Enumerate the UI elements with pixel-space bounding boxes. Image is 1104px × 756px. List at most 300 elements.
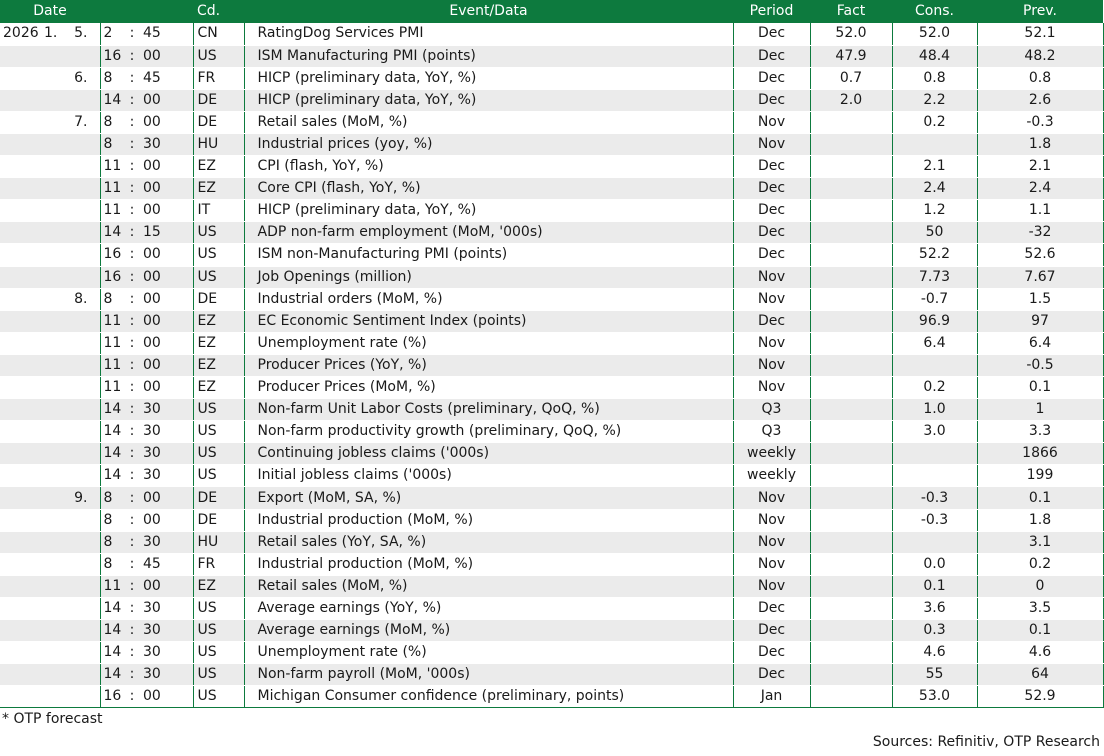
table-row bbox=[0, 421, 1103, 443]
row-hour: 8 bbox=[100, 288, 127, 310]
row-day bbox=[64, 178, 100, 200]
row-month bbox=[42, 244, 64, 266]
row-hour: 14 bbox=[100, 664, 127, 686]
header-event: Event/Data bbox=[244, 0, 733, 23]
row-consensus: 1.0 bbox=[892, 399, 977, 421]
row-country-code: DE bbox=[193, 487, 244, 509]
row-year bbox=[0, 222, 42, 244]
row-event: Retail sales (MoM, %) bbox=[244, 575, 733, 597]
row-month bbox=[42, 686, 64, 708]
row-previous: 0.1 bbox=[977, 377, 1103, 399]
row-consensus: 2.2 bbox=[892, 89, 977, 111]
row-fact bbox=[810, 421, 892, 443]
row-time-separator: : bbox=[127, 178, 137, 200]
row-month bbox=[42, 620, 64, 642]
row-event: Industrial prices (yoy, %) bbox=[244, 133, 733, 155]
row-period: Nov bbox=[733, 332, 810, 354]
row-period: Nov bbox=[733, 266, 810, 288]
row-day bbox=[64, 310, 100, 332]
table-header-row bbox=[0, 0, 1103, 23]
table-row bbox=[0, 156, 1103, 178]
row-month bbox=[42, 156, 64, 178]
row-consensus: 7.73 bbox=[892, 266, 977, 288]
row-minute: 15 bbox=[137, 222, 193, 244]
row-consensus bbox=[892, 354, 977, 376]
row-country-code: DE bbox=[193, 509, 244, 531]
row-country-code: DE bbox=[193, 89, 244, 111]
row-period: Q3 bbox=[733, 421, 810, 443]
row-period: Nov bbox=[733, 377, 810, 399]
row-event: Export (MoM, SA, %) bbox=[244, 487, 733, 509]
row-consensus: 2.4 bbox=[892, 178, 977, 200]
row-month bbox=[42, 531, 64, 553]
row-time-separator: : bbox=[127, 399, 137, 421]
row-consensus: 53.0 bbox=[892, 686, 977, 708]
row-consensus: 3.0 bbox=[892, 421, 977, 443]
row-consensus: -0.3 bbox=[892, 509, 977, 531]
row-month bbox=[42, 288, 64, 310]
table-row bbox=[0, 244, 1103, 266]
table-row bbox=[0, 288, 1103, 310]
row-fact bbox=[810, 686, 892, 708]
row-month bbox=[42, 266, 64, 288]
row-year bbox=[0, 67, 42, 89]
row-country-code: DE bbox=[193, 288, 244, 310]
row-day bbox=[64, 686, 100, 708]
row-day bbox=[64, 575, 100, 597]
row-event: Industrial orders (MoM, %) bbox=[244, 288, 733, 310]
row-month bbox=[42, 509, 64, 531]
row-country-code: US bbox=[193, 399, 244, 421]
row-year bbox=[0, 354, 42, 376]
header-period: Period bbox=[733, 0, 810, 23]
row-day bbox=[64, 443, 100, 465]
row-fact bbox=[810, 642, 892, 664]
row-period: Dec bbox=[733, 156, 810, 178]
row-time-separator: : bbox=[127, 89, 137, 111]
row-year bbox=[0, 244, 42, 266]
row-time-separator: : bbox=[127, 111, 137, 133]
row-hour: 14 bbox=[100, 443, 127, 465]
row-previous: 0.8 bbox=[977, 67, 1103, 89]
sources-note: Sources: Refinitiv, OTP Research bbox=[872, 734, 1100, 750]
row-time-separator: : bbox=[127, 487, 137, 509]
row-year bbox=[0, 509, 42, 531]
row-minute: 00 bbox=[137, 89, 193, 111]
row-period: Dec bbox=[733, 597, 810, 619]
row-fact bbox=[810, 332, 892, 354]
row-period: Dec bbox=[733, 642, 810, 664]
row-year bbox=[0, 531, 42, 553]
row-previous: 2.4 bbox=[977, 178, 1103, 200]
row-hour: 8 bbox=[100, 487, 127, 509]
row-consensus: 0.1 bbox=[892, 575, 977, 597]
row-hour: 8 bbox=[100, 67, 127, 89]
row-year bbox=[0, 487, 42, 509]
row-year bbox=[0, 310, 42, 332]
row-previous: 97 bbox=[977, 310, 1103, 332]
row-previous: 52.9 bbox=[977, 686, 1103, 708]
row-event: Average earnings (MoM, %) bbox=[244, 620, 733, 642]
row-fact bbox=[810, 244, 892, 266]
table-row bbox=[0, 531, 1103, 553]
row-previous: 1.8 bbox=[977, 133, 1103, 155]
row-country-code: EZ bbox=[193, 310, 244, 332]
row-minute: 30 bbox=[137, 421, 193, 443]
row-hour: 11 bbox=[100, 332, 127, 354]
row-hour: 8 bbox=[100, 553, 127, 575]
row-period: Dec bbox=[733, 664, 810, 686]
table-row bbox=[0, 310, 1103, 332]
row-consensus bbox=[892, 531, 977, 553]
row-time-separator: : bbox=[127, 465, 137, 487]
row-fact bbox=[810, 310, 892, 332]
row-hour: 8 bbox=[100, 509, 127, 531]
row-fact bbox=[810, 178, 892, 200]
row-minute: 00 bbox=[137, 111, 193, 133]
row-fact bbox=[810, 266, 892, 288]
row-fact bbox=[810, 487, 892, 509]
row-event: Continuing jobless claims ('000s) bbox=[244, 443, 733, 465]
row-consensus: 0.3 bbox=[892, 620, 977, 642]
row-event: Non-farm payroll (MoM, '000s) bbox=[244, 664, 733, 686]
row-year bbox=[0, 156, 42, 178]
row-time-separator: : bbox=[127, 266, 137, 288]
row-event: Non-farm productivity growth (preliminary, QoQ, %) bbox=[244, 421, 733, 443]
row-day bbox=[64, 45, 100, 67]
row-time-separator: : bbox=[127, 133, 137, 155]
row-month bbox=[42, 354, 64, 376]
row-previous: 6.4 bbox=[977, 332, 1103, 354]
row-time-separator: : bbox=[127, 421, 137, 443]
row-event: Core CPI (flash, YoY, %) bbox=[244, 178, 733, 200]
row-event: Michigan Consumer confidence (preliminary, points) bbox=[244, 686, 733, 708]
row-event: Retail sales (YoY, SA, %) bbox=[244, 531, 733, 553]
row-month bbox=[42, 553, 64, 575]
row-previous: 1.1 bbox=[977, 200, 1103, 222]
row-event: Industrial production (MoM, %) bbox=[244, 553, 733, 575]
row-hour: 16 bbox=[100, 244, 127, 266]
row-fact bbox=[810, 156, 892, 178]
header-prev: Prev. bbox=[977, 0, 1103, 23]
row-day bbox=[64, 156, 100, 178]
row-previous: 3.5 bbox=[977, 597, 1103, 619]
row-consensus: 52.2 bbox=[892, 244, 977, 266]
row-time-separator: : bbox=[127, 67, 137, 89]
row-fact bbox=[810, 200, 892, 222]
row-day: 6. bbox=[64, 67, 100, 89]
row-country-code: US bbox=[193, 443, 244, 465]
row-minute: 00 bbox=[137, 178, 193, 200]
row-consensus bbox=[892, 465, 977, 487]
row-previous: 1866 bbox=[977, 443, 1103, 465]
row-consensus: 0.2 bbox=[892, 377, 977, 399]
row-period: Nov bbox=[733, 575, 810, 597]
row-fact: 0.7 bbox=[810, 67, 892, 89]
row-event: Job Openings (million) bbox=[244, 266, 733, 288]
row-hour: 11 bbox=[100, 354, 127, 376]
row-year bbox=[0, 597, 42, 619]
row-time-separator: : bbox=[127, 553, 137, 575]
table-row bbox=[0, 620, 1103, 642]
row-consensus bbox=[892, 133, 977, 155]
row-consensus bbox=[892, 443, 977, 465]
row-day bbox=[64, 399, 100, 421]
row-minute: 45 bbox=[137, 23, 193, 45]
row-day bbox=[64, 531, 100, 553]
row-month bbox=[42, 89, 64, 111]
row-country-code: US bbox=[193, 620, 244, 642]
row-year bbox=[0, 111, 42, 133]
row-previous: 52.6 bbox=[977, 244, 1103, 266]
row-minute: 00 bbox=[137, 575, 193, 597]
table-row bbox=[0, 222, 1103, 244]
row-fact bbox=[810, 597, 892, 619]
row-country-code: US bbox=[193, 465, 244, 487]
row-event: CPI (flash, YoY, %) bbox=[244, 156, 733, 178]
row-minute: 00 bbox=[137, 686, 193, 708]
table-row bbox=[0, 399, 1103, 421]
row-previous: 1 bbox=[977, 399, 1103, 421]
row-time-separator: : bbox=[127, 310, 137, 332]
header-code: Cd. bbox=[193, 0, 244, 23]
row-event: Industrial production (MoM, %) bbox=[244, 509, 733, 531]
row-time-separator: : bbox=[127, 45, 137, 67]
row-year bbox=[0, 266, 42, 288]
row-period: Dec bbox=[733, 310, 810, 332]
row-consensus: 1.2 bbox=[892, 200, 977, 222]
row-fact bbox=[810, 509, 892, 531]
row-day: 5. bbox=[64, 23, 100, 45]
row-time-separator: : bbox=[127, 443, 137, 465]
row-consensus: 4.6 bbox=[892, 642, 977, 664]
row-month bbox=[42, 133, 64, 155]
row-time-separator: : bbox=[127, 509, 137, 531]
row-country-code: US bbox=[193, 244, 244, 266]
row-month bbox=[42, 421, 64, 443]
row-year bbox=[0, 45, 42, 67]
row-hour: 8 bbox=[100, 133, 127, 155]
row-hour: 16 bbox=[100, 686, 127, 708]
row-hour: 14 bbox=[100, 399, 127, 421]
row-period: Nov bbox=[733, 111, 810, 133]
row-fact bbox=[810, 553, 892, 575]
row-fact bbox=[810, 620, 892, 642]
row-period: Jan bbox=[733, 686, 810, 708]
row-year bbox=[0, 332, 42, 354]
row-day bbox=[64, 222, 100, 244]
row-fact bbox=[810, 377, 892, 399]
row-event: Retail sales (MoM, %) bbox=[244, 111, 733, 133]
row-minute: 45 bbox=[137, 67, 193, 89]
row-day: 9. bbox=[64, 487, 100, 509]
row-previous: 0.2 bbox=[977, 553, 1103, 575]
row-time-separator: : bbox=[127, 23, 137, 45]
table-row bbox=[0, 266, 1103, 288]
table-row bbox=[0, 354, 1103, 376]
row-hour: 14 bbox=[100, 597, 127, 619]
row-time-separator: : bbox=[127, 664, 137, 686]
table-row bbox=[0, 553, 1103, 575]
row-month bbox=[42, 642, 64, 664]
row-country-code: EZ bbox=[193, 156, 244, 178]
row-month bbox=[42, 310, 64, 332]
row-country-code: US bbox=[193, 664, 244, 686]
row-previous: 7.67 bbox=[977, 266, 1103, 288]
row-month bbox=[42, 332, 64, 354]
row-minute: 00 bbox=[137, 509, 193, 531]
row-fact: 2.0 bbox=[810, 89, 892, 111]
row-consensus: 48.4 bbox=[892, 45, 977, 67]
row-time-separator: : bbox=[127, 642, 137, 664]
row-day bbox=[64, 421, 100, 443]
row-month: 1. bbox=[42, 23, 64, 45]
row-country-code: EZ bbox=[193, 332, 244, 354]
row-fact bbox=[810, 575, 892, 597]
row-time-separator: : bbox=[127, 620, 137, 642]
row-previous: 64 bbox=[977, 664, 1103, 686]
row-hour: 14 bbox=[100, 421, 127, 443]
row-day bbox=[64, 642, 100, 664]
row-consensus: -0.3 bbox=[892, 487, 977, 509]
row-day bbox=[64, 200, 100, 222]
row-year bbox=[0, 465, 42, 487]
row-country-code: US bbox=[193, 45, 244, 67]
row-year: 2026 bbox=[0, 23, 42, 45]
row-minute: 30 bbox=[137, 620, 193, 642]
row-event: Producer Prices (YoY, %) bbox=[244, 354, 733, 376]
row-hour: 14 bbox=[100, 620, 127, 642]
table-row bbox=[0, 443, 1103, 465]
row-time-separator: : bbox=[127, 222, 137, 244]
row-previous: -0.5 bbox=[977, 354, 1103, 376]
row-minute: 30 bbox=[137, 642, 193, 664]
table-row bbox=[0, 575, 1103, 597]
row-previous: -32 bbox=[977, 222, 1103, 244]
row-day bbox=[64, 89, 100, 111]
row-fact bbox=[810, 222, 892, 244]
row-event: Producer Prices (MoM, %) bbox=[244, 377, 733, 399]
row-country-code: HU bbox=[193, 531, 244, 553]
row-period: Nov bbox=[733, 288, 810, 310]
row-event: HICP (preliminary data, YoY, %) bbox=[244, 89, 733, 111]
row-month bbox=[42, 200, 64, 222]
row-period: Nov bbox=[733, 487, 810, 509]
table-row bbox=[0, 23, 1103, 45]
row-event: HICP (preliminary data, YoY, %) bbox=[244, 200, 733, 222]
row-period: Dec bbox=[733, 178, 810, 200]
row-hour: 8 bbox=[100, 111, 127, 133]
table-row bbox=[0, 597, 1103, 619]
row-month bbox=[42, 575, 64, 597]
row-event: Average earnings (YoY, %) bbox=[244, 597, 733, 619]
row-fact bbox=[810, 111, 892, 133]
header-time-spacer bbox=[100, 0, 193, 23]
row-time-separator: : bbox=[127, 597, 137, 619]
row-minute: 00 bbox=[137, 288, 193, 310]
row-country-code: US bbox=[193, 266, 244, 288]
row-minute: 00 bbox=[137, 487, 193, 509]
row-fact bbox=[810, 443, 892, 465]
row-hour: 11 bbox=[100, 575, 127, 597]
row-day: 7. bbox=[64, 111, 100, 133]
header-fact: Fact bbox=[810, 0, 892, 23]
row-previous: 52.1 bbox=[977, 23, 1103, 45]
row-year bbox=[0, 575, 42, 597]
row-year bbox=[0, 664, 42, 686]
row-time-separator: : bbox=[127, 156, 137, 178]
row-previous: -0.3 bbox=[977, 111, 1103, 133]
row-period: Dec bbox=[733, 200, 810, 222]
row-year bbox=[0, 89, 42, 111]
row-previous: 0.1 bbox=[977, 487, 1103, 509]
row-country-code: EZ bbox=[193, 575, 244, 597]
row-month bbox=[42, 399, 64, 421]
row-minute: 00 bbox=[137, 156, 193, 178]
row-minute: 00 bbox=[137, 310, 193, 332]
row-country-code: US bbox=[193, 421, 244, 443]
row-event: Non-farm Unit Labor Costs (preliminary, QoQ, %) bbox=[244, 399, 733, 421]
row-day bbox=[64, 244, 100, 266]
row-period: Dec bbox=[733, 45, 810, 67]
row-country-code: FR bbox=[193, 553, 244, 575]
row-country-code: EZ bbox=[193, 354, 244, 376]
row-year bbox=[0, 620, 42, 642]
row-consensus: 0.2 bbox=[892, 111, 977, 133]
table-row bbox=[0, 465, 1103, 487]
row-time-separator: : bbox=[127, 531, 137, 553]
row-minute: 30 bbox=[137, 597, 193, 619]
row-day bbox=[64, 553, 100, 575]
row-month bbox=[42, 67, 64, 89]
row-event: HICP (preliminary data, YoY, %) bbox=[244, 67, 733, 89]
row-consensus: 6.4 bbox=[892, 332, 977, 354]
row-event: Unemployment rate (%) bbox=[244, 332, 733, 354]
table-row bbox=[0, 487, 1103, 509]
row-year bbox=[0, 377, 42, 399]
row-period: Nov bbox=[733, 354, 810, 376]
row-previous: 3.3 bbox=[977, 421, 1103, 443]
row-month bbox=[42, 111, 64, 133]
row-fact bbox=[810, 531, 892, 553]
row-hour: 11 bbox=[100, 310, 127, 332]
table-row bbox=[0, 377, 1103, 399]
row-country-code: EZ bbox=[193, 377, 244, 399]
row-hour: 14 bbox=[100, 89, 127, 111]
row-previous: 199 bbox=[977, 465, 1103, 487]
row-month bbox=[42, 487, 64, 509]
row-year bbox=[0, 288, 42, 310]
row-consensus: 55 bbox=[892, 664, 977, 686]
row-previous: 48.2 bbox=[977, 45, 1103, 67]
row-fact bbox=[810, 399, 892, 421]
row-period: Nov bbox=[733, 509, 810, 531]
row-consensus: 52.0 bbox=[892, 23, 977, 45]
row-minute: 00 bbox=[137, 200, 193, 222]
row-consensus: 0.0 bbox=[892, 553, 977, 575]
row-country-code: US bbox=[193, 222, 244, 244]
row-fact bbox=[810, 288, 892, 310]
table-body bbox=[0, 23, 1103, 708]
row-previous: 2.1 bbox=[977, 156, 1103, 178]
table-row bbox=[0, 67, 1103, 89]
header-cons: Cons. bbox=[892, 0, 977, 23]
row-previous: 2.6 bbox=[977, 89, 1103, 111]
row-period: Dec bbox=[733, 244, 810, 266]
row-time-separator: : bbox=[127, 288, 137, 310]
row-year bbox=[0, 178, 42, 200]
row-period: Dec bbox=[733, 222, 810, 244]
